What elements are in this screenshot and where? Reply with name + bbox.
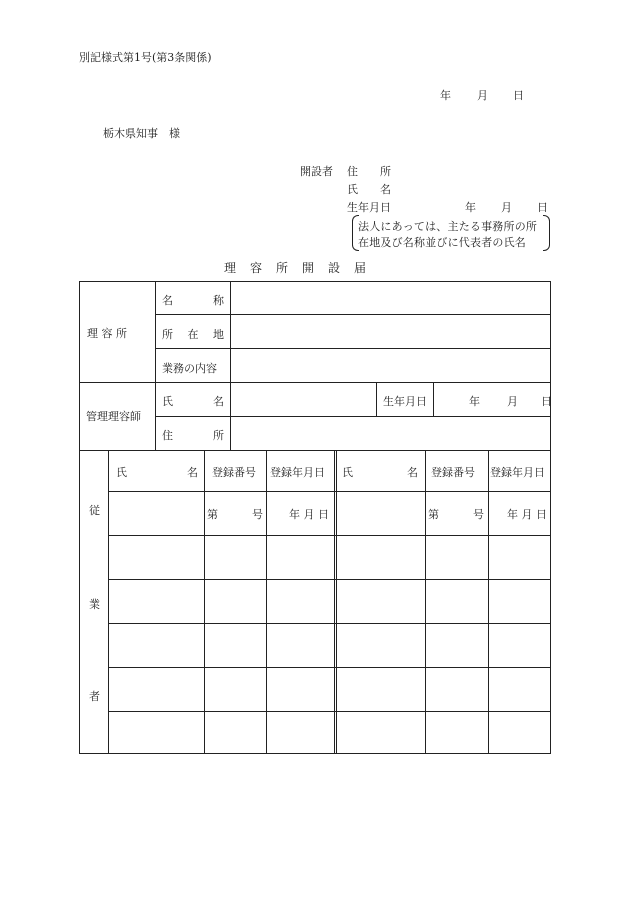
date-month-label: 月 [477, 89, 488, 102]
date-day-label: 日 [513, 89, 524, 102]
date-year-label: 年 [440, 89, 451, 102]
corporate-note-line1: 法人にあっては、主たる事務所の所 [358, 220, 538, 233]
manager-birth-day: 日 [541, 395, 552, 408]
employee-name-header-left: 氏 名 [116, 466, 198, 479]
salon-group-label: 理 容 所 [87, 327, 127, 340]
salon-name-label: 名 称 [162, 294, 224, 307]
manager-birth-label: 生年月日 [383, 395, 427, 408]
employee-name-header-right: 氏 名 [342, 466, 418, 479]
employee-side-label-3: 者 [89, 690, 100, 703]
employee-regdate-cell-left: 年 月 日 [289, 508, 329, 521]
employee-regdate-cell-right: 年 月 日 [507, 508, 547, 521]
manager-name-field[interactable] [232, 385, 374, 414]
applicant-birth-day: 日 [537, 201, 548, 214]
employee-regno-cell-right: 第 号 [428, 508, 484, 521]
employee-side-label-2: 業 [89, 598, 100, 611]
salon-address-field[interactable] [232, 317, 550, 346]
manager-name-label: 氏 名 [162, 395, 224, 408]
employee-side-label-1: 従 [89, 504, 100, 517]
form-number: 別記様式第1号(第3条関係) [79, 51, 212, 64]
employee-regdate-header-right: 登録年月日 [490, 466, 545, 479]
manager-address-field[interactable] [232, 419, 550, 448]
employee-regdate-header-left: 登録年月日 [270, 466, 325, 479]
employee-regno-header-left: 登録番号 [212, 466, 256, 479]
applicant-name-label: 氏 名 [347, 183, 391, 196]
employee-regno-cell-left: 第 号 [207, 508, 263, 521]
addressee: 栃木県知事 様 [103, 127, 180, 140]
applicant-address-label: 住 所 [347, 165, 391, 178]
corporate-note-line2: 在地及び名称並びに代表者の氏名 [358, 236, 526, 249]
manager-group-label: 管理理容師 [86, 410, 141, 423]
salon-business-field[interactable] [232, 351, 550, 380]
salon-business-label: 業務の内容 [162, 362, 217, 375]
employee-regno-header-right: 登録番号 [431, 466, 475, 479]
applicant-birth-label: 生年月日 [347, 201, 391, 214]
applicant-label: 開設者 [300, 165, 333, 178]
form-title: 理 容 所 開 設 届 [224, 261, 368, 275]
corporate-note-bracket [352, 215, 550, 251]
manager-birth-month: 月 [507, 395, 518, 408]
manager-address-label: 住 所 [162, 429, 224, 442]
application-table [79, 281, 551, 754]
applicant-birth-month: 月 [501, 201, 512, 214]
applicant-birth-year: 年 [465, 201, 476, 214]
salon-name-field[interactable] [232, 284, 550, 313]
manager-birth-year: 年 [469, 395, 480, 408]
salon-address-label: 所 在 地 [162, 328, 224, 341]
